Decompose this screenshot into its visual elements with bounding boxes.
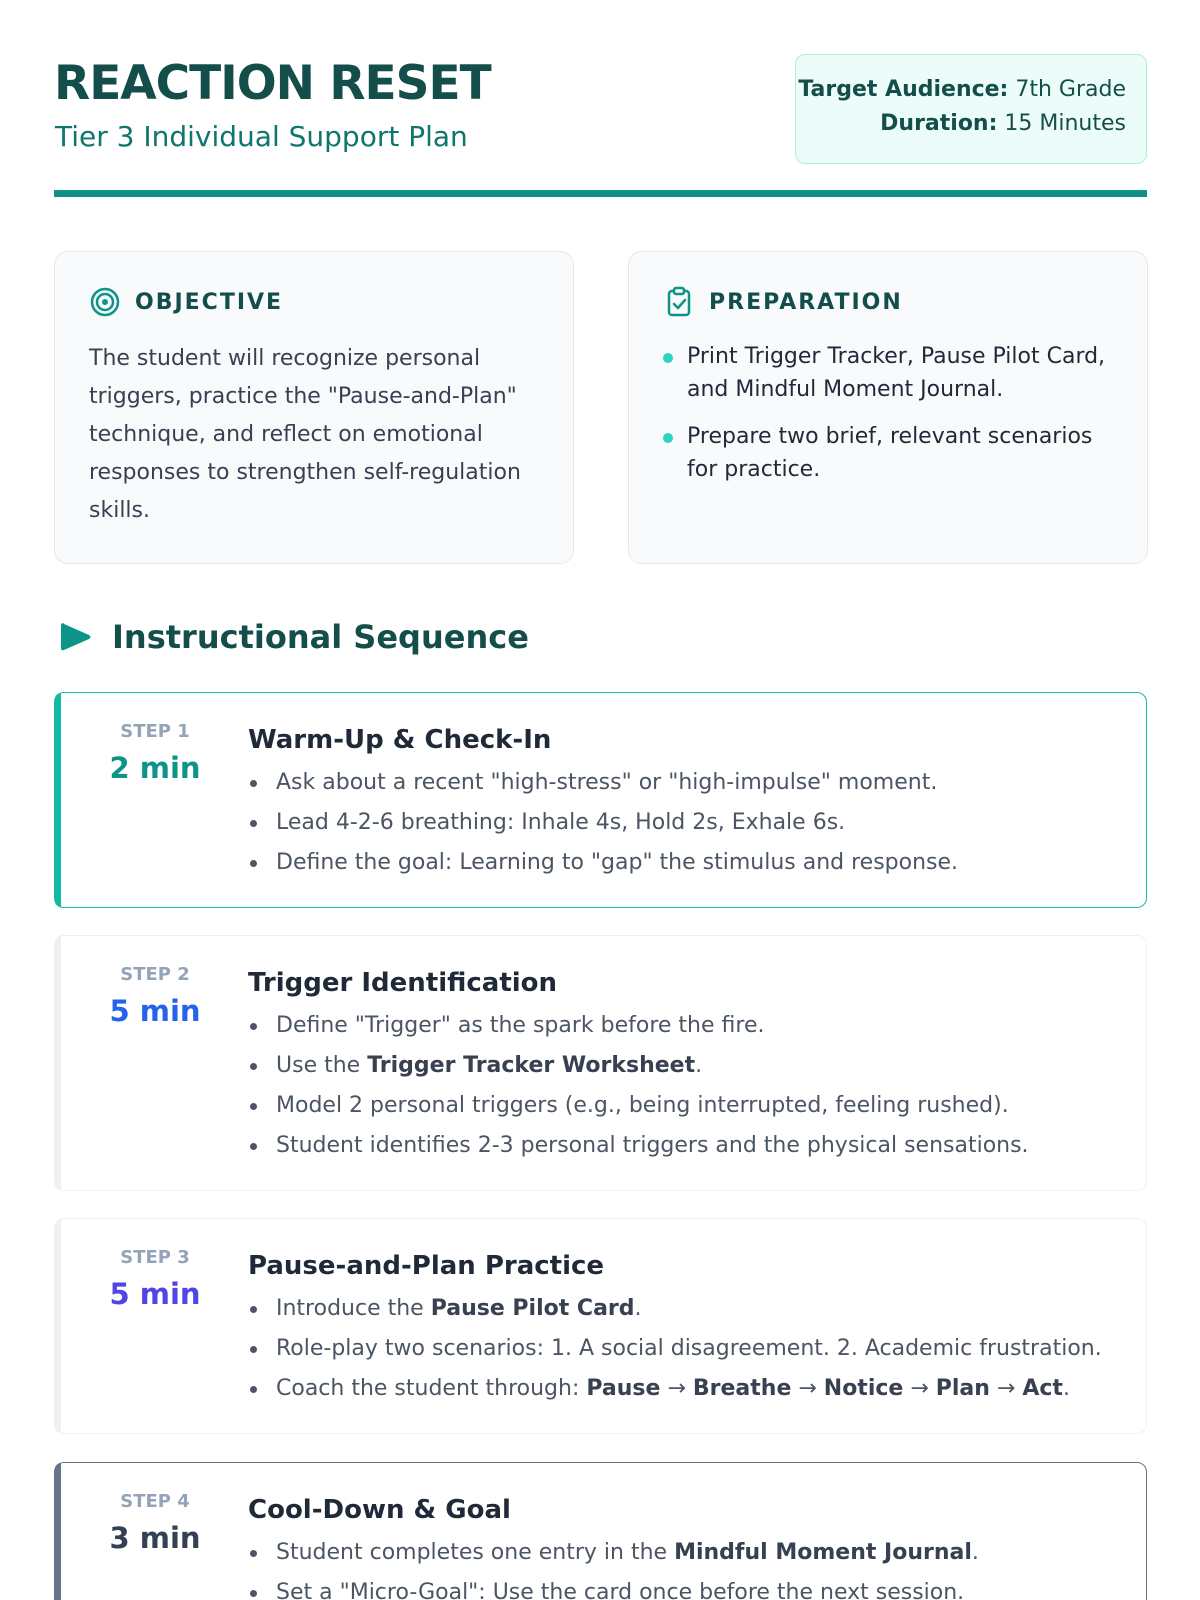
step-duration: 3 min [109, 1521, 201, 1555]
audience-value: 7th Grade [1015, 77, 1126, 102]
step-item: Define the goal: Learning to "gap" the stimulus and response. [248, 843, 958, 883]
step-list [248, 1289, 1102, 1409]
step-item: Introduce the Pause Pilot Card. [248, 1289, 1102, 1329]
step-item: Lead 4-2-6 breathing: Inhale 4s, Hold 2s, Exhale 6s. [248, 803, 958, 843]
worksheet-name: Trigger Tracker Worksheet [367, 1053, 696, 1078]
preparation-label: PREPARATION [709, 289, 903, 315]
step-list [248, 763, 958, 883]
duration-row [796, 107, 1126, 141]
sequence-heading [58, 618, 529, 656]
sequence-label: Instructional Sequence [112, 618, 529, 656]
page-subtitle: Tier 3 Individual Support Plan [55, 120, 468, 153]
preparation-heading [663, 286, 903, 318]
card-name: Pause Pilot Card [430, 1296, 635, 1321]
step-card-1 [54, 692, 1147, 908]
step-label: STEP 4 [120, 1491, 190, 1512]
audience-label: Target Audience: [798, 77, 1009, 102]
step-accent-bar [55, 1463, 61, 1600]
step-item: Ask about a recent "high-stress" or "high-impulse" moment. [248, 763, 958, 803]
journal-name: Mindful Moment Journal [674, 1540, 972, 1565]
step-list [248, 1006, 1029, 1166]
step-card-4 [54, 1462, 1147, 1600]
step-title: Warm-Up & Check-In [248, 725, 552, 755]
objective-label: OBJECTIVE [135, 289, 284, 315]
step-item: Student completes one entry in the Mindful Moment Journal. [248, 1533, 979, 1573]
step-item: Define "Trigger" as the spark before the fire. [248, 1006, 1029, 1046]
step-label: STEP 1 [120, 721, 190, 742]
step-accent-bar [55, 1219, 61, 1433]
audience-row [796, 73, 1126, 107]
duration-value: 15 Minutes [1004, 111, 1126, 136]
header-divider [54, 190, 1147, 197]
step-accent-bar [55, 936, 61, 1190]
step-item: Use the Trigger Tracker Worksheet. [248, 1046, 1029, 1086]
play-icon [58, 619, 94, 655]
clipboard-check-icon [663, 286, 695, 318]
step-accent-bar [55, 693, 61, 907]
step-label: STEP 3 [120, 1247, 190, 1268]
step-item: Student identifies 2-3 personal triggers and the physical sensations. [248, 1126, 1029, 1166]
duration-label: Duration: [880, 111, 998, 136]
step-item: Model 2 personal triggers (e.g., being interrupted, feeling rushed). [248, 1086, 1029, 1126]
preparation-card [628, 251, 1148, 564]
step-title: Trigger Identification [248, 968, 558, 998]
plan-meta-box [795, 54, 1147, 164]
preparation-item: Prepare two brief, relevant scenarios for practice. [663, 420, 1123, 486]
step-list [248, 1533, 979, 1600]
step-label: STEP 2 [120, 964, 190, 985]
objective-card [54, 251, 574, 564]
step-item: Coach the student through: Pause → Breathe → Notice → Plan → Act. [248, 1369, 1102, 1409]
step-duration: 5 min [109, 1277, 201, 1311]
plan-header [54, 48, 1147, 198]
objective-heading [89, 286, 283, 318]
step-title: Pause-and-Plan Practice [248, 1251, 605, 1281]
page-title: REACTION RESET [54, 56, 491, 111]
target-icon [89, 286, 121, 318]
step-item: Role-play two scenarios: 1. A social disagreement. 2. Academic frustration. [248, 1329, 1102, 1369]
step-item: Set a "Micro-Goal": Use the card once before the next session. [248, 1573, 979, 1600]
step-duration: 5 min [109, 994, 201, 1028]
preparation-list [663, 340, 1123, 500]
step-card-3 [54, 1218, 1147, 1434]
preparation-item: Print Trigger Tracker, Pause Pilot Card, and Mindful Moment Journal. [663, 340, 1123, 406]
objective-text: The student will recognize personal triggers, practice the "Pause-and-Plan" technique, and reflect on emotional responses to strengthen self-regulation skills. [89, 346, 521, 523]
step-title: Cool-Down & Goal [248, 1495, 511, 1525]
step-duration: 2 min [109, 751, 201, 785]
step-card-2 [54, 935, 1147, 1191]
